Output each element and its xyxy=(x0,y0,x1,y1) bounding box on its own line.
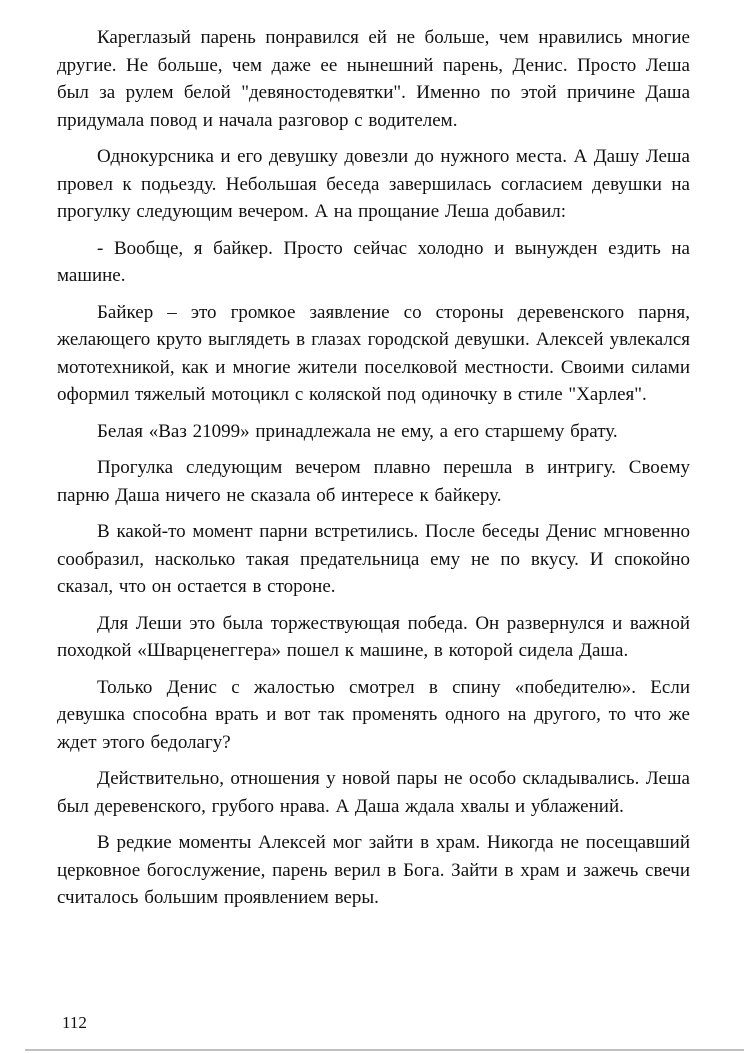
paragraph: - Вообще, я байкер. Просто сейчас холодно и вынужден ездить на машине. xyxy=(57,237,690,286)
page-number: 112 xyxy=(62,1013,87,1032)
paragraph: Белая «Ваз 21099» принадлежала не ему, а его старшему брату. xyxy=(97,420,618,442)
paragraph: В какой-то момент парни встретились. После беседы Денис мгновенно сообразил, насколько такая предательница ему не по вкусу. И спокойно сказал, что он остается в стороне. xyxy=(57,521,690,597)
paragraph: Для Леши это была торжествующая победа. Он развернулся и важной походкой «Шварценеггера» пошел к машине, в которой сидела Даша. xyxy=(57,612,690,661)
paragraph: Действительно, отношения у новой пары не особо складывались. Леша был деревенского, грубого нрава. А Даша ждала хвалы и ублажений. xyxy=(57,768,690,817)
paragraph: Только Денис с жалостью смотрел в спину «победителю». Если девушка способна врать и вот так променять одного на другого, то что же ждет этого бедолагу? xyxy=(57,676,690,753)
text-block xyxy=(57,24,690,921)
paragraph: Однокурсника и его девушку довезли до нужного места. А Дашу Леша провел к подьезду. Небольшая беседа завершилась согласием девушки на прогулку следующим вечером. А на прощание Леша добавил: xyxy=(57,146,690,222)
paragraph: Прогулка следующим вечером плавно перешла в интригу. Своему парню Даша ничего не сказала об интересе к байкеру. xyxy=(57,457,690,506)
paragraph: Байкер – это громкое заявление со стороны деревенского парня, желающего круто выглядеть в глазах городской девушки. Алексей увлекался мототехникой, как и многие жители поселковой местности. Своими силами оформил тяжелый мотоцикл с коляской под одиночку в стиле "Харлея". xyxy=(57,301,690,405)
page-edge-line xyxy=(25,1049,744,1051)
paragraph: В редкие моменты Алексей мог зайти в храм. Никогда не посещавший церковное богослужение, парень верил в Бога. Зайти в храм и зажечь свечи считалось большим проявлением веры. xyxy=(57,832,690,908)
paragraph: Кареглазый парень понравился ей не больше, чем нравились многие другие. Не больше, чем даже ее нынешний парень, Денис. Просто Леша был за рулем белой "девяностодевятки". Именно по этой причине Даша придумала повод и начала разговор с водителем. xyxy=(57,27,690,131)
